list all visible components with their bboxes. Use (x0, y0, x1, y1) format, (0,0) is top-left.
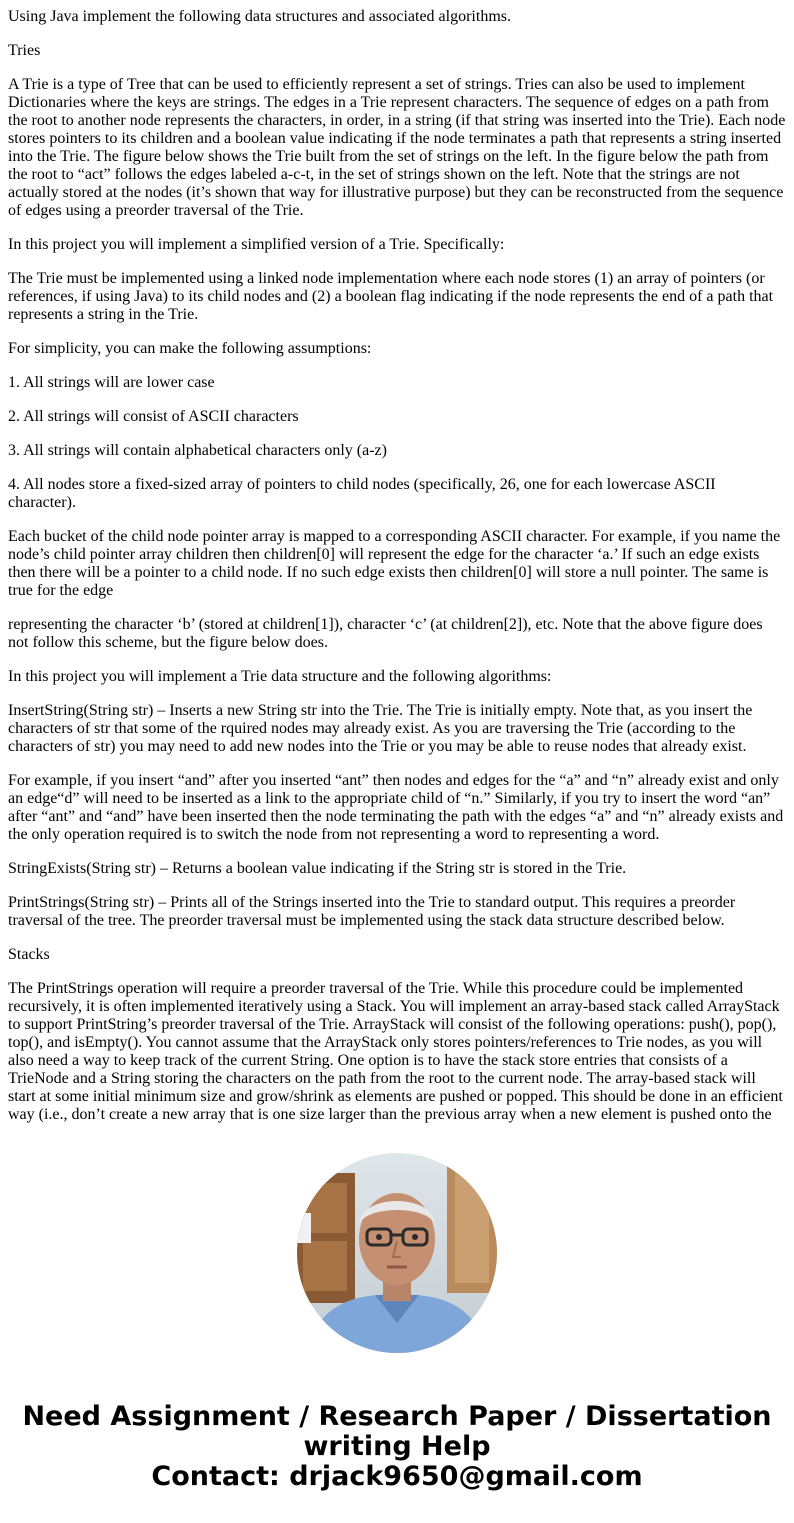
portrait-illustration (297, 1153, 497, 1353)
document-body (8, 0, 786, 1123)
paragraph-insert-example: For example, if you insert “and” after you inserted “ant” then nodes and edges for the “a” and “n” already exist and only an edge“d” will need to be inserted as a link to the appropriate child of “n.” Similarly, if you try to insert the word “an” after “ant” and “and” have been inserted then the node terminating the path with the edges “a” and “n” already exists and the only operation required is to switch the node from not representing a word to representing a word. (8, 772, 784, 843)
paragraph-project-intro: In this project you will implement a simplified version of a Trie. Specifically: (8, 236, 505, 253)
paragraph-linked-node: The Trie must be implemented using a linked node implementation where each node stores (1) an array of pointers (or references, if using Java) to its child nodes and (2) a boolean flag indicating if the node represents the end of a path that represents a string in the Trie. (8, 270, 774, 323)
assumption-4: 4. All nodes store a fixed-sized array of pointers to child nodes (specifically, 26, one for each lowercase ASCII character). (8, 476, 716, 511)
intro-line: Using Java implement the following data structures and associated algorithms. (8, 8, 511, 25)
assumption-3: 3. All strings will contain alphabetical characters only (a-z) (8, 442, 387, 459)
banner-contact: Contact: drjack9650@gmail.com (151, 1461, 643, 1492)
paragraph-insert-string: InsertString(String str) – Inserts a new String str into the Trie. The Trie is initially empty. Note that, as you insert the characters of str that some of the rquired nodes may already exist. As you are traversing the Trie (according to the characters of str) you may need to add new nodes into the Trie or you may be able to reuse nodes that already exist. (8, 702, 753, 755)
banner-line-2: writing Help (303, 1431, 491, 1462)
paragraph-bucket-mapping: Each bucket of the child node pointer array is mapped to a corresponding ASCII character. For example, if you name the node’s child pointer array children then children[0] will represent the edge for the character ‘a.’ If such an edge exists then there will be a pointer to a child node. If no such edge exists then children[0] will store a null pointer. The same is true for the edge (8, 528, 781, 599)
paragraph-bucket-continued: representing the character ‘b’ (stored at children[1]), character ‘c’ (at children[2]), etc. Note that the above figure does not follow this scheme, but the figure below does. (8, 616, 763, 651)
author-photo (297, 1153, 497, 1353)
assumption-2: 2. All strings will consist of ASCII characters (8, 408, 299, 425)
promo-banner (0, 1402, 794, 1492)
paragraph-assumptions: For simplicity, you can make the following assumptions: (8, 340, 372, 357)
paragraph-trie-description: A Trie is a type of Tree that can be used to efficiently represent a set of strings. Tries can also be used to implement Dictionaries where the keys are strings. The edges in a Trie represent characters. The sequence of edges on a path from the root to another node represents the characters, in order, in a string (if that string was inserted into the Trie). Each node stores pointers to its children and a boolean value indicating if the node terminates a path that represents a string inserted into the Trie. The figure below shows the Trie built from the set of strings on the left. In the figure below the path from the root to “act” follows the edges labeled a-c-t, in the set of strings shown on the left. Note that the strings are not actually stored at the nodes (it’s shown that way for illustrative purpose) but they can be reconstructed from the sequence of edges using a preorder traversal of the Trie. (8, 76, 786, 219)
heading-tries: Tries (8, 42, 41, 59)
paragraph-algorithms-intro: In this project you will implement a Trie data structure and the following algorithms: (8, 668, 552, 685)
paragraph-print-strings: PrintStrings(String str) – Prints all of the Strings inserted into the Trie to standard output. This requires a preorder traversal of the tree. The preorder traversal must be implemented using the stack data structure described below. (8, 894, 736, 929)
assumption-1: 1. All strings will are lower case (8, 374, 215, 391)
paragraph-string-exists: StringExists(String str) – Returns a boolean value indicating if the String str is stored in the Trie. (8, 860, 627, 877)
banner-line-1: Need Assignment / Research Paper / Dissertation (22, 1401, 772, 1432)
paragraph-stacks-description: The PrintStrings operation will require a preorder traversal of the Trie. While this procedure could be implemented recursively, it is often implemented iteratively using a Stack. You will implement an array-based stack called ArrayStack to support PrintString’s preorder traversal of the Trie. ArrayStack will consist of the following operations: push(), pop(), top(), and isEmpty(). You cannot assume that the ArrayStack only stores pointers/references to Trie nodes, as you will also need a way to keep track of the current String. One option is to have the stack store entries that consists of a TrieNode and a String storing the characters on the path from the root to the current node. The array-based stack will start at some initial minimum size and grow/shrink as elements are pushed or popped. This should be done in an efficient way (i.e., don’t create a new array that is one size larger than the previous array when a new element is pushed onto the (8, 980, 783, 1123)
heading-stacks: Stacks (8, 946, 50, 963)
